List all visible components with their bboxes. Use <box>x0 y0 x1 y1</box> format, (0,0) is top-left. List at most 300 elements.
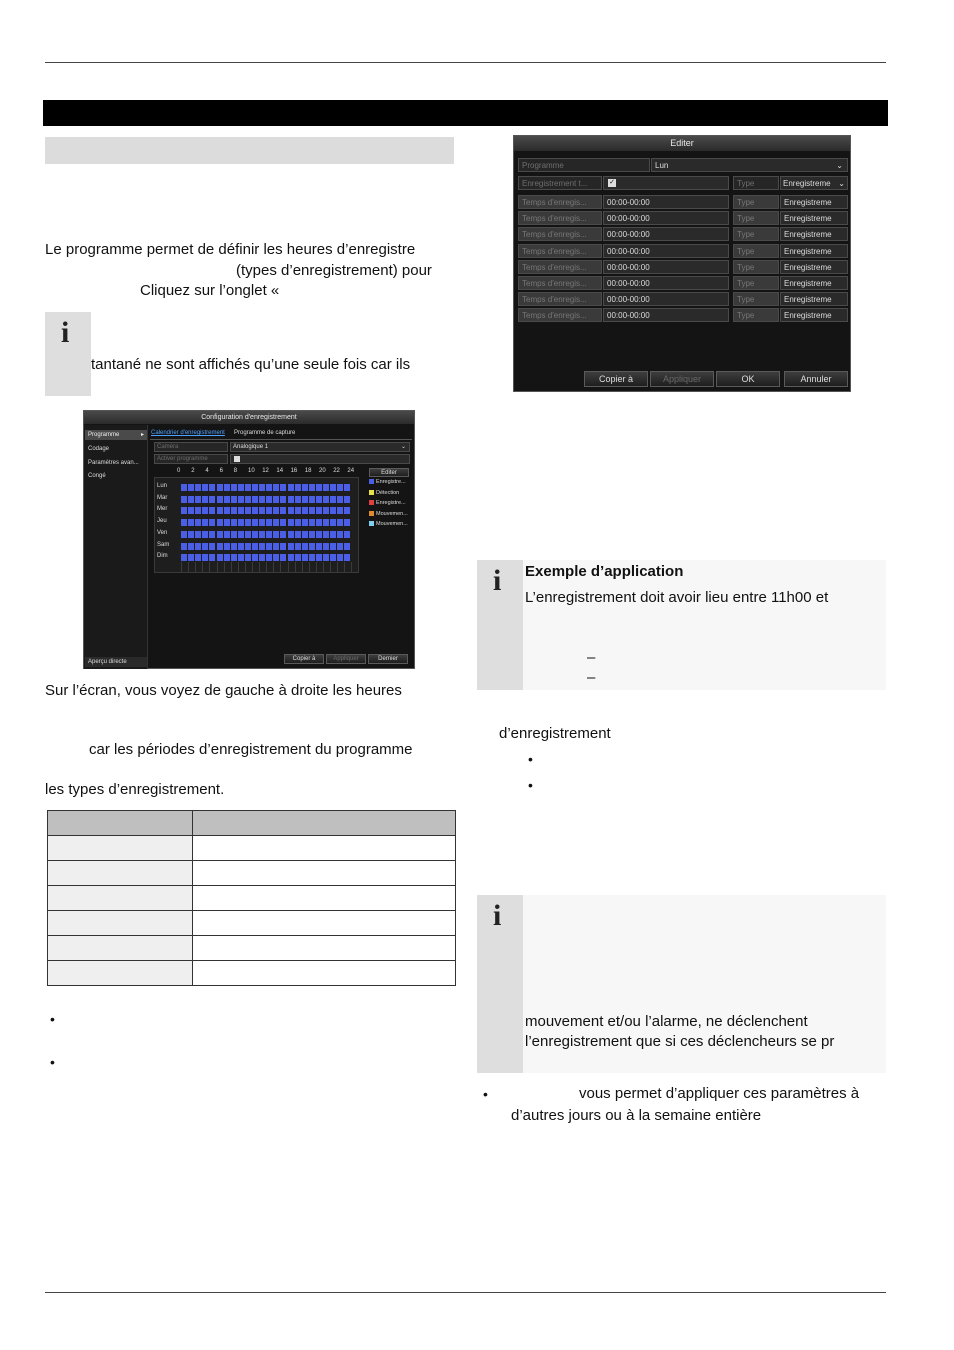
schedule-block[interactable] <box>245 519 251 526</box>
info-box-3-line-2: l’enregistrement que si ces déclencheurs se pr <box>525 1033 835 1050</box>
schedule-block[interactable] <box>202 484 208 491</box>
time-range-field[interactable]: 00:00-00:00 <box>603 260 729 274</box>
chevron-down-icon: ⌄ <box>838 179 845 188</box>
recording-config-screen <box>83 410 415 669</box>
schedule-block[interactable] <box>337 507 343 514</box>
menu-item-codage[interactable]: Codage <box>88 446 110 452</box>
schedule-block[interactable] <box>252 507 258 514</box>
schedule-block[interactable] <box>224 554 230 561</box>
schedule-block[interactable] <box>252 543 258 550</box>
apply-button[interactable]: Appliquer <box>650 371 714 387</box>
schedule-block[interactable] <box>337 496 343 503</box>
schedule-block[interactable] <box>238 554 244 561</box>
hour-label: 0 <box>177 468 181 474</box>
row-type-label: Type <box>733 308 779 322</box>
final-line-1: vous permet d’appliquer ces paramètres à <box>579 1085 860 1102</box>
schedule-block[interactable] <box>202 519 208 526</box>
final-bullet: • <box>483 1086 488 1102</box>
schedule-block[interactable] <box>323 484 329 491</box>
schedule-block[interactable] <box>231 484 237 491</box>
schedule-block[interactable] <box>181 519 187 526</box>
day-label: Dim <box>157 553 168 560</box>
schedule-block[interactable] <box>181 543 187 550</box>
schedule-block[interactable] <box>302 543 308 550</box>
grid-line <box>238 562 239 573</box>
schedule-block[interactable] <box>231 519 237 526</box>
schedule-row[interactable] <box>181 507 351 514</box>
schedule-block[interactable] <box>209 543 215 550</box>
grid-line <box>188 562 189 573</box>
schedule-block[interactable] <box>316 519 322 526</box>
hour-label: 14 <box>276 468 284 474</box>
schedule-block[interactable] <box>288 543 294 550</box>
schedule-block[interactable] <box>259 496 265 503</box>
final-line-2: d’autres jours ou à la semaine entière <box>511 1107 762 1124</box>
schedule-block[interactable] <box>280 519 286 526</box>
table-row <box>48 836 456 861</box>
row-type-value[interactable]: Enregistreme <box>780 292 848 306</box>
schedule-block[interactable] <box>273 519 279 526</box>
top-rule <box>45 62 886 63</box>
schedule-block[interactable] <box>259 531 265 538</box>
schedule-block[interactable] <box>309 543 315 550</box>
schedule-block[interactable] <box>181 507 187 514</box>
hour-label: 12 <box>262 468 269 474</box>
intro-line-1: Le programme permet de définir les heures d’enregistre <box>45 241 416 258</box>
schedule-block[interactable] <box>330 484 336 491</box>
schedule-block[interactable] <box>209 531 215 538</box>
schedule-row[interactable] <box>181 543 351 550</box>
schedule-block[interactable] <box>195 496 201 503</box>
schedule-block[interactable] <box>195 507 201 514</box>
schedule-block[interactable] <box>224 519 230 526</box>
schedule-block[interactable] <box>309 496 315 503</box>
schedule-block[interactable] <box>344 554 350 561</box>
info-icon: i <box>493 899 502 932</box>
schedule-block[interactable] <box>273 484 279 491</box>
grid-line <box>273 562 274 573</box>
info-box-1-icon-area <box>45 312 91 396</box>
schedule-block[interactable] <box>209 507 215 514</box>
schedule-block[interactable] <box>245 496 251 503</box>
record-checkbox-cell[interactable] <box>603 176 729 190</box>
legend-swatch <box>369 511 374 516</box>
schedule-block[interactable] <box>209 484 215 491</box>
schedule-block[interactable] <box>188 519 194 526</box>
programme-select[interactable]: Lun ⌄ <box>651 158 848 172</box>
hour-label: 8 <box>233 468 238 474</box>
config-title: Configuration d'enregistrement <box>84 411 414 424</box>
grid-line <box>202 562 203 573</box>
schedule-block[interactable] <box>302 554 308 561</box>
right-bullet-1: • <box>528 751 533 767</box>
right-bullet-2: • <box>528 777 533 793</box>
schedule-block[interactable] <box>266 507 272 514</box>
schedule-block[interactable] <box>309 519 315 526</box>
grid-line <box>344 562 345 573</box>
intro-line-3: Cliquez sur l’onglet « <box>140 282 280 299</box>
schedule-block[interactable] <box>323 554 329 561</box>
day-label: Jeu <box>157 518 167 525</box>
table-row <box>48 911 456 936</box>
config-side-menu <box>84 425 148 669</box>
schedule-block[interactable] <box>316 484 322 491</box>
schedule-block[interactable] <box>337 554 343 561</box>
screen-description: Sur l’écran, vous voyez de gauche à droite les heures <box>45 682 402 699</box>
schedule-block[interactable] <box>202 543 208 550</box>
schedule-block[interactable] <box>245 507 251 514</box>
copy-to-button[interactable]: Copier à <box>284 654 324 664</box>
menu-item-programme[interactable]: Programme ▸ <box>85 430 147 440</box>
type-label: Type <box>733 176 779 190</box>
schedule-block[interactable] <box>323 507 329 514</box>
schedule-block[interactable] <box>295 543 301 550</box>
schedule-block[interactable] <box>280 554 286 561</box>
grid-line <box>316 562 317 573</box>
schedule-block[interactable] <box>288 484 294 491</box>
hour-label: 22 <box>333 468 340 474</box>
camera-label: Caméra <box>154 442 228 452</box>
schedule-block[interactable] <box>209 554 215 561</box>
time-range-field[interactable]: 00:00-00:00 <box>603 211 729 225</box>
schedule-block[interactable] <box>316 507 322 514</box>
schedule-block[interactable] <box>231 507 237 514</box>
schedule-block[interactable] <box>280 484 286 491</box>
legend-item <box>369 490 399 496</box>
schedule-row[interactable] <box>181 519 351 526</box>
schedule-block[interactable] <box>288 531 294 538</box>
chevron-down-icon: ⌄ <box>836 161 843 170</box>
schedule-block[interactable] <box>302 507 308 514</box>
schedule-block[interactable] <box>309 484 315 491</box>
schedule-block[interactable] <box>316 554 322 561</box>
schedule-block[interactable] <box>316 543 322 550</box>
schedule-block[interactable] <box>202 496 208 503</box>
schedule-block[interactable] <box>330 531 336 538</box>
schedule-block[interactable] <box>231 543 237 550</box>
grid-line <box>259 562 260 573</box>
schedule-block[interactable] <box>259 543 265 550</box>
schedule-block[interactable] <box>288 519 294 526</box>
row-type-value[interactable]: Enregistreme <box>780 211 848 225</box>
camera-select[interactable]: Analogique 1 ⌄ <box>230 442 410 452</box>
row-type-label: Type <box>733 292 779 306</box>
schedule-block[interactable] <box>231 531 237 538</box>
schedule-block[interactable] <box>217 554 223 561</box>
schedule-block[interactable] <box>195 543 201 550</box>
row-type-value[interactable]: Enregistreme <box>780 244 848 258</box>
schedule-grid[interactable] <box>154 477 359 573</box>
example-text: L’enregistrement doit avoir lieu entre 11h00 et <box>525 589 829 606</box>
legend-label: Mouvemen... <box>376 510 408 517</box>
grid-line <box>337 562 338 573</box>
schedule-block[interactable] <box>302 496 308 503</box>
time-row-label: Temps d'enregis... <box>518 227 602 241</box>
tab-calendrier[interactable]: Calendrier d'enregistrement <box>151 430 225 436</box>
time-range-field[interactable]: 00:00-00:00 <box>603 276 729 290</box>
menu-item-apercu[interactable]: Aperçu directe <box>85 657 147 667</box>
schedule-block[interactable] <box>266 554 272 561</box>
schedule-block[interactable] <box>280 531 286 538</box>
schedule-block[interactable] <box>245 484 251 491</box>
schedule-row[interactable] <box>181 554 351 561</box>
schedule-block[interactable] <box>195 531 201 538</box>
schedule-row[interactable] <box>181 484 351 491</box>
schedule-block[interactable] <box>224 543 230 550</box>
last-button[interactable]: Dernier <box>368 654 408 664</box>
ok-button[interactable]: OK <box>716 371 780 387</box>
schedule-block[interactable] <box>217 496 223 503</box>
schedule-block[interactable] <box>188 496 194 503</box>
row-type-value[interactable]: Enregistreme <box>780 227 848 241</box>
schedule-block[interactable] <box>224 496 230 503</box>
schedule-block[interactable] <box>231 496 237 503</box>
schedule-block[interactable] <box>238 543 244 550</box>
menu-item-conge[interactable]: Congé <box>88 473 106 479</box>
grid-line <box>351 562 352 573</box>
legend-label: Enregistre... <box>376 500 406 506</box>
schedule-block[interactable] <box>280 543 286 550</box>
schedule-block[interactable] <box>231 554 237 561</box>
schedule-block[interactable] <box>217 519 223 526</box>
schedule-block[interactable] <box>295 519 301 526</box>
schedule-block[interactable] <box>181 496 187 503</box>
legend-label: Détection <box>376 489 400 496</box>
time-row-label: Temps d'enregis... <box>518 195 602 209</box>
schedule-row[interactable] <box>181 531 351 538</box>
schedule-block[interactable] <box>188 543 194 550</box>
schedule-block[interactable] <box>188 484 194 491</box>
grid-line <box>217 562 218 573</box>
schedule-block[interactable] <box>302 531 308 538</box>
schedule-block[interactable] <box>195 484 201 491</box>
edit-button[interactable]: Editer <box>369 468 409 477</box>
grid-line <box>323 562 324 573</box>
schedule-block[interactable] <box>195 554 201 561</box>
schedule-block[interactable] <box>238 519 244 526</box>
schedule-block[interactable] <box>209 519 215 526</box>
tab-capture[interactable]: Programme de capture <box>234 430 296 436</box>
edit-dialog-title: Editer <box>514 136 850 151</box>
example-info-icon-area <box>477 560 523 690</box>
schedule-block[interactable] <box>295 496 301 503</box>
row-type-label: Type <box>733 276 779 290</box>
schedule-block[interactable] <box>323 543 329 550</box>
schedule-block[interactable] <box>295 507 301 514</box>
table-row <box>48 886 456 911</box>
schedule-block[interactable] <box>288 496 294 503</box>
schedule-block[interactable] <box>181 554 187 561</box>
time-range-field[interactable]: 00:00-00:00 <box>603 244 729 258</box>
row-type-label: Type <box>733 244 779 258</box>
section-header-bar <box>43 100 888 126</box>
schedule-block[interactable] <box>245 543 251 550</box>
row-type-value[interactable]: Enregistreme <box>780 276 848 290</box>
schedule-block[interactable] <box>202 507 208 514</box>
legend-item <box>369 500 406 506</box>
schedule-block[interactable] <box>344 496 350 503</box>
schedule-block[interactable] <box>188 507 194 514</box>
programme-label: Programme <box>518 158 650 172</box>
schedule-block[interactable] <box>245 554 251 561</box>
schedule-block[interactable] <box>209 496 215 503</box>
time-row-label: Temps d'enregis... <box>518 211 602 225</box>
schedule-block[interactable] <box>330 496 336 503</box>
schedule-block[interactable] <box>217 484 223 491</box>
left-bullet-2: • <box>50 1054 55 1070</box>
left-bullet-1: • <box>50 1011 55 1027</box>
menu-item-parametres[interactable]: Paramètres avan... <box>88 460 139 466</box>
activate-checkbox-cell[interactable] <box>230 454 410 464</box>
schedule-block[interactable] <box>238 484 244 491</box>
schedule-block[interactable] <box>217 543 223 550</box>
type-select[interactable]: Enregistreme ⌄ <box>780 176 848 190</box>
schedule-block[interactable] <box>266 531 272 538</box>
schedule-block[interactable] <box>252 484 258 491</box>
cancel-button[interactable]: Annuler <box>784 371 848 387</box>
schedule-block[interactable] <box>217 507 223 514</box>
schedule-block[interactable] <box>273 496 279 503</box>
schedule-block[interactable] <box>330 554 336 561</box>
schedule-block[interactable] <box>280 507 286 514</box>
row-type-value[interactable]: Enregistreme <box>780 260 848 274</box>
info-box-3-icon-area <box>477 895 523 1073</box>
schedule-row[interactable] <box>181 496 351 503</box>
schedule-block[interactable] <box>266 484 272 491</box>
schedule-block[interactable] <box>224 484 230 491</box>
day-label: Lun <box>157 483 168 489</box>
schedule-block[interactable] <box>188 554 194 561</box>
schedule-block[interactable] <box>266 496 272 503</box>
time-row-label: Temps d'enregis... <box>518 260 602 274</box>
schedule-block[interactable] <box>273 554 279 561</box>
schedule-block[interactable] <box>337 484 343 491</box>
info-box-1-text: tantané ne sont affichés qu’une seule fois car ils <box>91 356 411 373</box>
day-label: Ven <box>157 529 168 536</box>
schedule-block[interactable] <box>295 554 301 561</box>
schedule-block[interactable] <box>302 484 308 491</box>
time-range-field[interactable]: 00:00-00:00 <box>603 227 729 241</box>
schedule-block[interactable] <box>202 554 208 561</box>
grid-line <box>209 562 210 573</box>
schedule-block[interactable] <box>259 507 265 514</box>
schedule-block[interactable] <box>330 507 336 514</box>
schedule-block[interactable] <box>344 519 350 526</box>
table-row <box>48 961 456 986</box>
day-label: Sam <box>157 541 170 548</box>
time-range-field[interactable]: 00:00-00:00 <box>603 308 729 322</box>
grid-line <box>266 562 267 573</box>
schedule-block[interactable] <box>330 543 336 550</box>
legend-item <box>369 511 408 517</box>
schedule-block[interactable] <box>202 531 208 538</box>
row-type-value[interactable]: Enregistreme <box>780 195 848 209</box>
time-range-field[interactable]: 00:00-00:00 <box>603 195 729 209</box>
schedule-block[interactable] <box>337 543 343 550</box>
legend-swatch <box>369 490 374 495</box>
checkbox-icon <box>234 456 240 462</box>
schedule-block[interactable] <box>344 484 350 491</box>
schedule-block[interactable] <box>309 507 315 514</box>
example-dash-2: – <box>587 669 596 686</box>
schedule-block[interactable] <box>259 519 265 526</box>
schedule-block[interactable] <box>266 519 272 526</box>
schedule-block[interactable] <box>252 496 258 503</box>
schedule-block[interactable] <box>252 554 258 561</box>
schedule-block[interactable] <box>337 531 343 538</box>
schedule-block[interactable] <box>245 531 251 538</box>
schedule-block[interactable] <box>295 531 301 538</box>
schedule-block[interactable] <box>273 543 279 550</box>
schedule-block[interactable] <box>337 519 343 526</box>
schedule-block[interactable] <box>217 531 223 538</box>
info-icon: i <box>493 564 502 597</box>
legend-label: Mouvemen... <box>376 521 408 527</box>
schedule-block[interactable] <box>323 531 329 538</box>
grid-line <box>302 562 303 573</box>
schedule-block[interactable] <box>195 519 201 526</box>
grid-line <box>195 562 196 573</box>
copy-to-button[interactable]: Copier à <box>584 371 648 387</box>
grid-line <box>288 562 289 573</box>
grid-line <box>330 562 331 573</box>
schedule-block[interactable] <box>288 507 294 514</box>
schedule-block[interactable] <box>266 543 272 550</box>
schedule-block[interactable] <box>280 496 286 503</box>
time-range-field[interactable]: 00:00-00:00 <box>603 292 729 306</box>
schedule-block[interactable] <box>344 543 350 550</box>
schedule-block[interactable] <box>273 507 279 514</box>
schedule-block[interactable] <box>188 531 194 538</box>
schedule-block[interactable] <box>316 496 322 503</box>
schedule-block[interactable] <box>252 531 258 538</box>
grid-line <box>280 562 281 573</box>
schedule-block[interactable] <box>181 484 187 491</box>
schedule-block[interactable] <box>344 531 350 538</box>
schedule-block[interactable] <box>323 496 329 503</box>
schedule-block[interactable] <box>224 531 230 538</box>
schedule-block[interactable] <box>302 519 308 526</box>
day-label: Mar <box>157 494 168 501</box>
schedule-block[interactable] <box>309 554 315 561</box>
schedule-block[interactable] <box>288 554 294 561</box>
schedule-block[interactable] <box>273 531 279 538</box>
schedule-block[interactable] <box>238 507 244 514</box>
chevron-down-icon: ⌄ <box>400 444 406 450</box>
schedule-block[interactable] <box>344 507 350 514</box>
day-label: Mer <box>157 506 168 513</box>
schedule-block[interactable] <box>330 519 336 526</box>
schedule-block[interactable] <box>323 519 329 526</box>
schedule-block[interactable] <box>316 531 322 538</box>
row-type-value[interactable]: Enregistreme <box>780 308 848 322</box>
schedule-block[interactable] <box>238 531 244 538</box>
schedule-block[interactable] <box>259 484 265 491</box>
schedule-block[interactable] <box>259 554 265 561</box>
schedule-block[interactable] <box>181 531 187 538</box>
schedule-block[interactable] <box>309 531 315 538</box>
hour-label: 24 <box>347 468 355 474</box>
hour-label: 20 <box>319 468 326 474</box>
bottom-rule <box>45 1292 886 1293</box>
schedule-block[interactable] <box>238 496 244 503</box>
record-types-table <box>47 810 456 986</box>
apply-button[interactable]: Appliquer <box>326 654 366 664</box>
schedule-block[interactable] <box>252 519 258 526</box>
schedule-block[interactable] <box>224 507 230 514</box>
row-type-label: Type <box>733 195 779 209</box>
schedule-block[interactable] <box>295 484 301 491</box>
